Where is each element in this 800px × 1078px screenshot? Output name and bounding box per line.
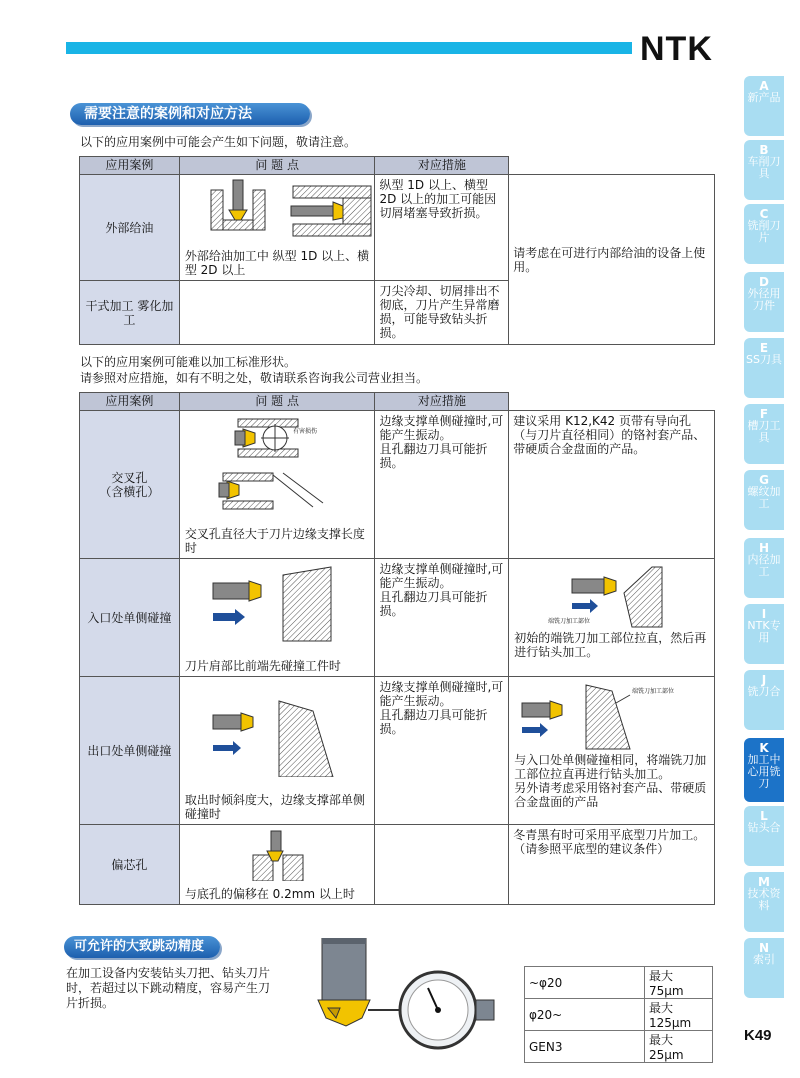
exit-measure-diagram	[512, 681, 712, 753]
runout-value: 最大 75μm	[645, 967, 713, 999]
table-row	[525, 999, 713, 1031]
header-application: 应用案例	[80, 157, 180, 175]
table-row	[80, 559, 715, 677]
diagram-label: 端铣刀加工部位	[632, 688, 675, 695]
category-cell: 交叉孔 （含横孔）	[80, 411, 180, 559]
cautions-table-header	[80, 157, 715, 175]
header-application: 应用案例	[80, 393, 180, 411]
brand-logo: NTK	[640, 30, 713, 68]
problem-cell: 边缘支撑单侧碰撞时,可能产生振动。 且孔翻边刀具可能折损。	[375, 559, 509, 677]
difficult-table-header	[80, 393, 715, 411]
problem-cell: 边缘支撑单侧碰撞时,可能产生振动。 且孔翻边刀具可能折损。	[375, 411, 509, 559]
runout-gauge-illustration	[306, 938, 506, 1058]
section2-intro-line2: 请参照对应措施，如有不明之处，敬请联系咨询我公司营业担当。	[80, 371, 429, 385]
table-row	[80, 411, 715, 559]
application-cell	[179, 559, 375, 677]
application-caption: 与底孔的偏移在 0.2mm 以上时	[184, 887, 355, 901]
side-tab-i[interactable]: I NTK专用	[744, 604, 784, 664]
runout-description: 在加工设备内安装钻头刀把、钻头刀片时，若超过以下跳动精度，容易产生刀片折损。	[66, 966, 271, 1010]
side-tab-f[interactable]: F 槽刀工具	[744, 404, 784, 464]
measure-cell: 请考虑在可进行内部给油的设备上使用。	[509, 175, 715, 345]
problem-cell: 边缘支撑单侧碰撞时,可能产生振动。 且孔翻边刀具可能折损。	[375, 677, 509, 825]
header-measure: 对应措施	[375, 393, 509, 411]
runout-table	[524, 966, 713, 1063]
table-row	[525, 967, 713, 999]
side-tab-d[interactable]: D 外径用刀件	[744, 272, 784, 332]
cautions-table	[79, 156, 715, 345]
measure-cell: 建议采用 K12,K42 页带有导向孔（与刀片直径相同）的铬衬套产品、带硬质合金盘面的产品。	[509, 411, 715, 559]
application-caption: 取出时倾斜度大，边缘支撑部单侧碰撞时	[184, 793, 365, 821]
measure-cell: 冬青黑有时可采用平底型刀片加工。 （请参照平底型的建议条件）	[509, 825, 715, 905]
application-cell	[179, 281, 375, 345]
section1-intro: 以下的应用案例中可能会产生如下问题，敬请注意。	[80, 135, 357, 149]
difficult-cases-table	[79, 392, 715, 905]
runout-key: GEN3	[525, 1031, 645, 1063]
side-tab-k[interactable]: K 加工中心用铣刀	[744, 738, 784, 802]
measure-cell	[509, 559, 715, 677]
side-tab-e[interactable]: E SS刀具	[744, 338, 784, 398]
category-cell: 偏芯孔	[80, 825, 180, 905]
problem-cell	[375, 825, 509, 905]
side-tab-g[interactable]: G 螺纹加工	[744, 470, 784, 530]
application-caption: 外部给油加工中 纵型 1D 以上、横型 2D 以上	[184, 249, 370, 277]
measure-cell	[509, 677, 715, 825]
category-cell: 入口处单侧碰撞	[80, 559, 180, 677]
section-title-runout: 可允许的大致跳动精度	[64, 936, 220, 958]
side-tab-h[interactable]: H 内径加工	[744, 538, 784, 598]
header-measure: 对应措施	[375, 157, 509, 175]
table-row	[80, 825, 715, 905]
diagram-label: 端铣刀加工部位	[548, 618, 591, 625]
application-cell	[179, 175, 375, 281]
side-tab-m[interactable]: M 技术资料	[744, 872, 784, 932]
runout-key: φ20~	[525, 999, 645, 1031]
category-cell: 干式加工 雾化加工	[80, 281, 180, 345]
side-tab-b[interactable]: B 车削刀具	[744, 140, 784, 200]
top-accent-bar	[66, 42, 632, 54]
runout-value: 最大 25μm	[645, 1031, 713, 1063]
side-tab-j[interactable]: J 铣刀合	[744, 670, 784, 730]
runout-value: 最大 125μm	[645, 999, 713, 1031]
cross-hole-diagram	[183, 415, 373, 515]
header-problem: 问 题 点	[179, 157, 375, 175]
section2-intro-line1: 以下的应用案例可能难以加工标准形状。	[80, 355, 297, 369]
application-caption: 刀片肩部比前端先碰撞工件时	[184, 659, 341, 673]
application-cell	[179, 677, 375, 825]
application-cell	[179, 825, 375, 905]
problem-cell: 刀尖冷却、切屑排出不彻底，刀片产生异常磨损，可能导致钻头折损。	[375, 281, 509, 345]
category-cell: 外部给油	[80, 175, 180, 281]
table-row	[80, 677, 715, 825]
section-title-cautions: 需要注意的案例和对应方法	[70, 103, 310, 125]
header-problem: 问 题 点	[179, 393, 375, 411]
exit-collision-diagram	[183, 681, 373, 777]
side-tab-l[interactable]: L 钻头合	[744, 806, 784, 866]
table-row	[525, 1031, 713, 1063]
side-tab-c[interactable]: C 铣削刀片	[744, 204, 784, 264]
measure-text: 与入口处单侧碰撞相同，将端铣刀加工部位拉直再进行钻头加工。 另外请考虑采用铬衬套产品、带硬质合金盘面的产品	[514, 753, 707, 809]
application-caption: 交叉孔直径大于刀片边缘支撑长度时	[184, 527, 365, 555]
external-coolant-diagram	[183, 178, 373, 242]
runout-key: ~φ20	[525, 967, 645, 999]
entry-measure-diagram	[512, 563, 712, 629]
problem-cell: 纵型 1D 以上、横型 2D 以上的加工可能因切屑堵塞导致折损。	[375, 175, 509, 281]
category-cell: 出口处单侧碰撞	[80, 677, 180, 825]
side-tab-n[interactable]: N 索引	[744, 938, 784, 998]
diagram-label: 有害损伤	[292, 428, 317, 435]
measure-text: 初始的端铣刀加工部位拉直，然后再进行钻头加工。	[514, 631, 707, 659]
eccentric-hole-diagram	[183, 829, 373, 881]
table-row	[80, 175, 715, 281]
application-cell	[179, 411, 375, 559]
side-tab-a[interactable]: A 新产品	[744, 76, 784, 136]
page-number: K49	[744, 1027, 772, 1044]
entry-collision-diagram	[183, 563, 373, 645]
